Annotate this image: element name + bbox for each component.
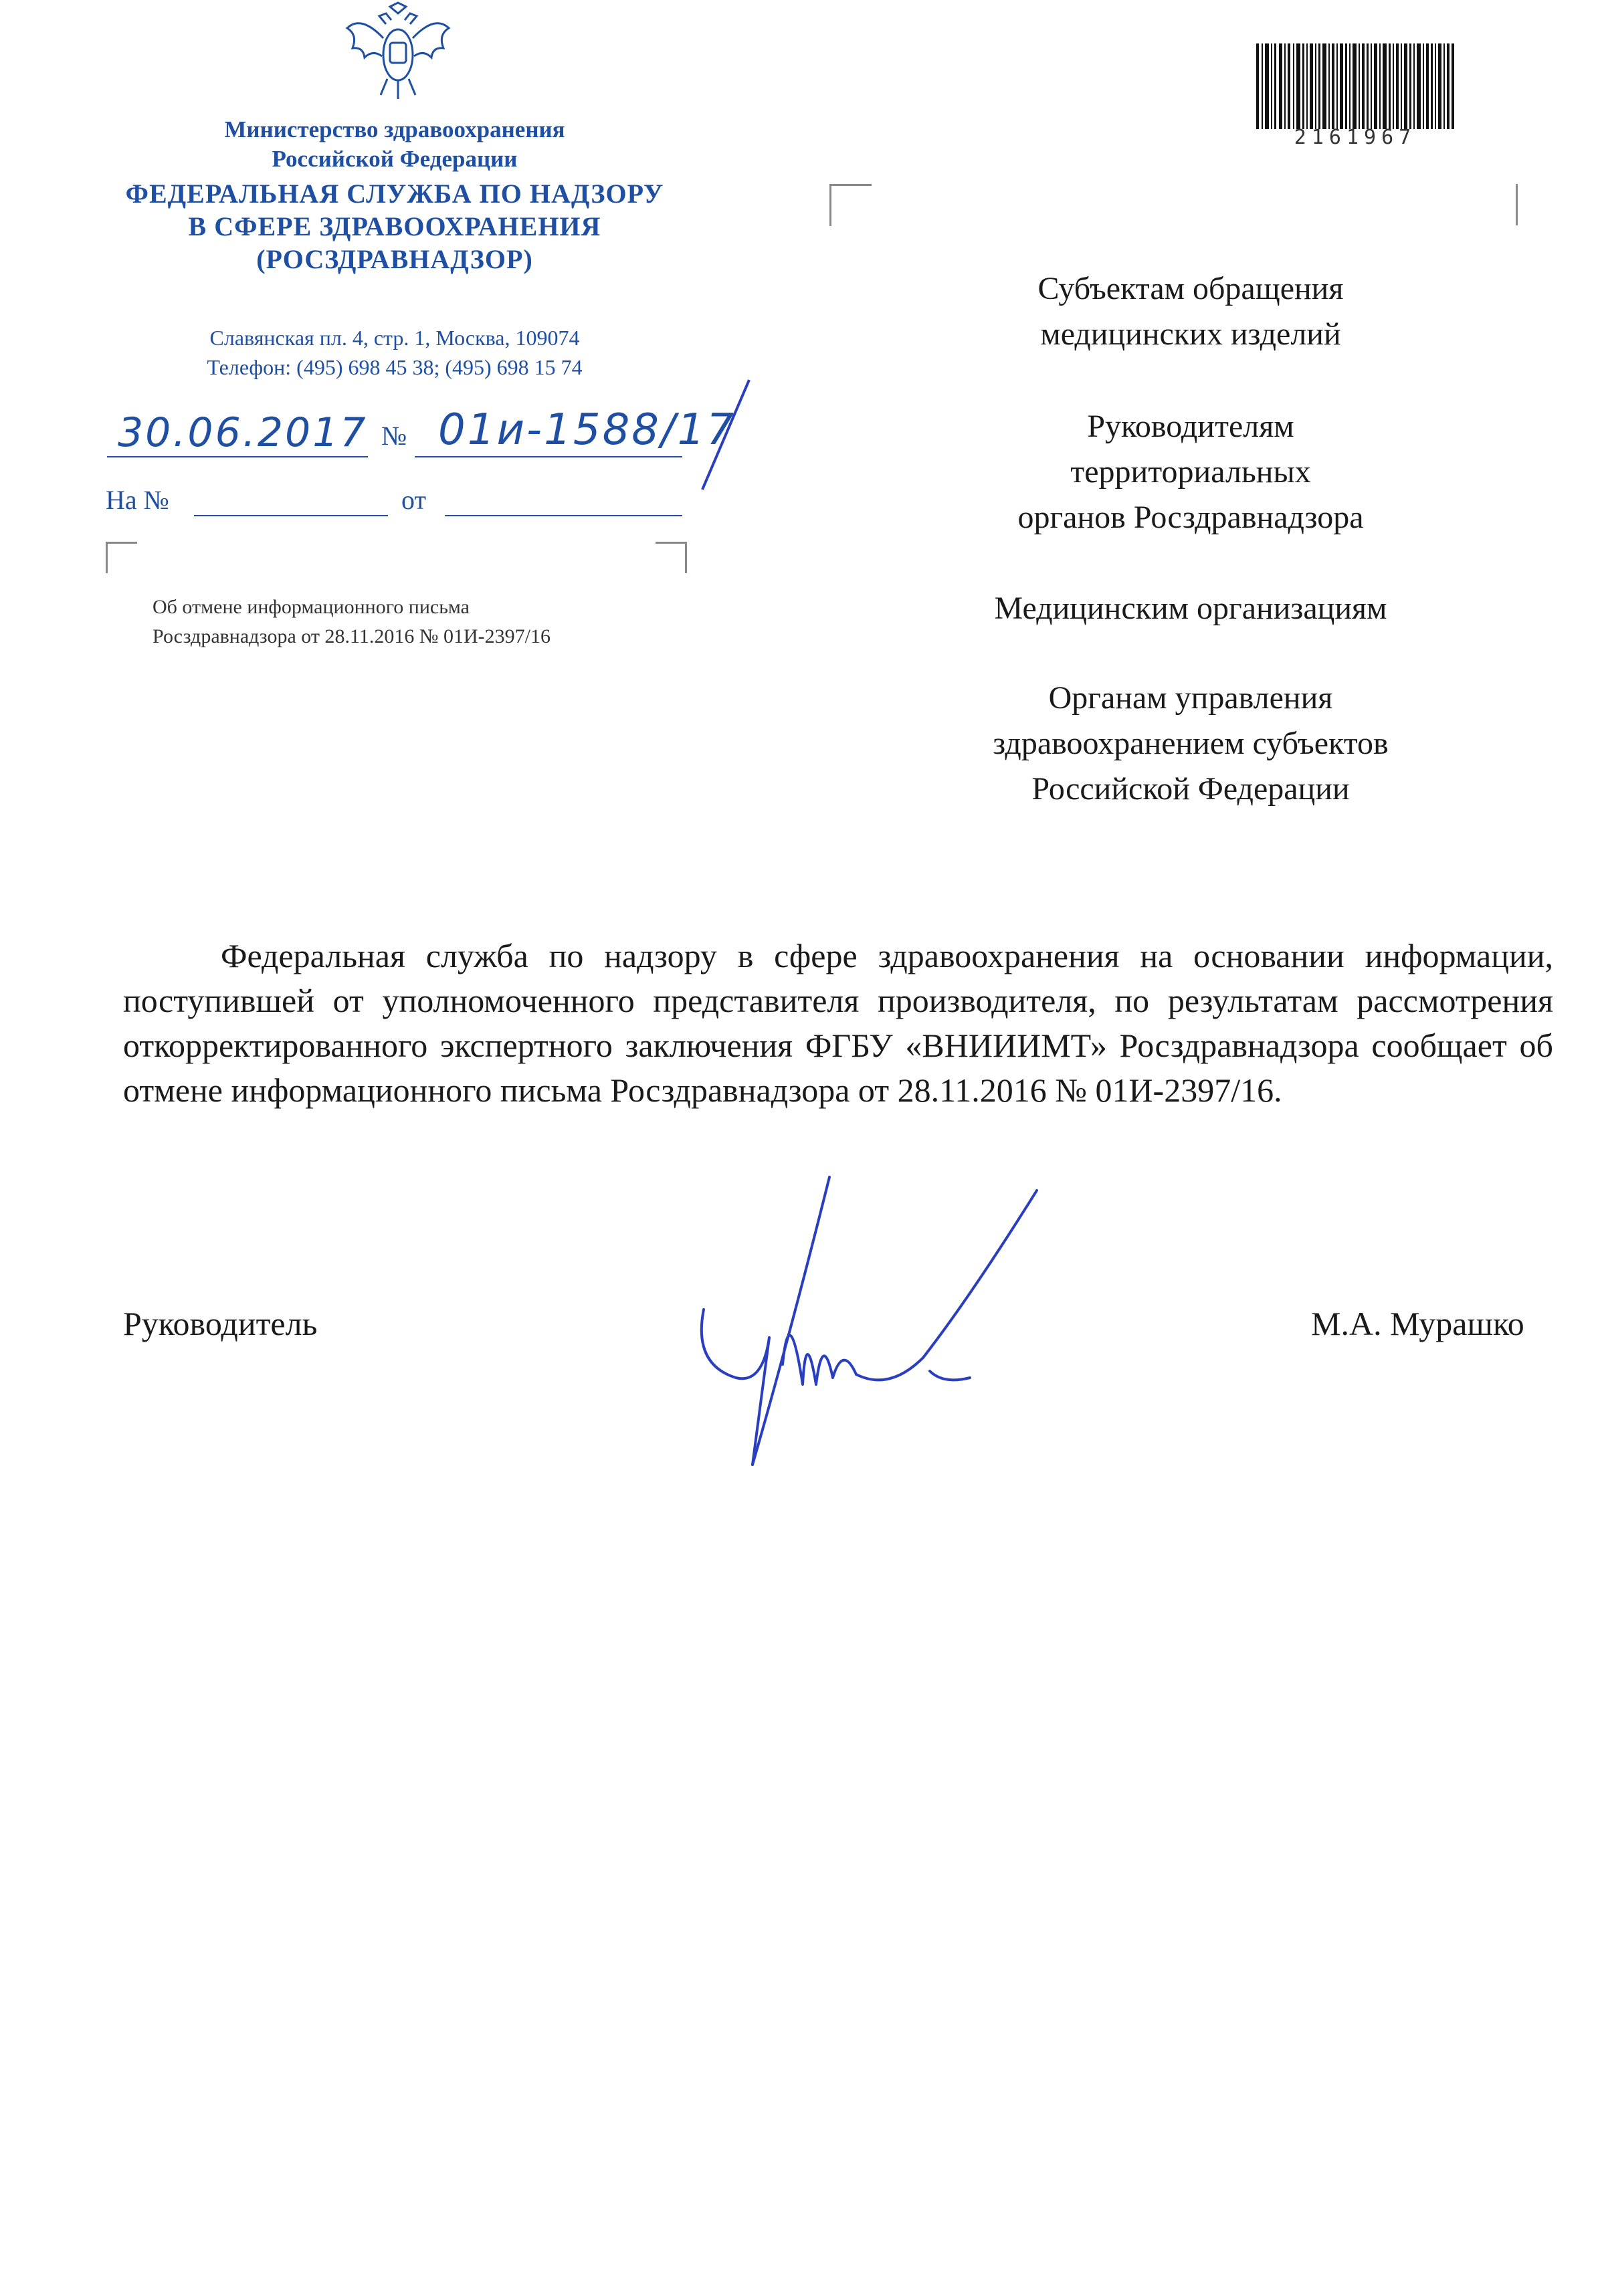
ministry-line-1: Министерство здравоохранения (224, 116, 565, 142)
signatory-role: Руководитель (123, 1305, 318, 1342)
addressee-bracket-left (829, 184, 872, 226)
addressee-4-line-2: здравоохранением субъектов (993, 726, 1389, 761)
ministry-name (161, 115, 629, 174)
subject-bracket-left (106, 542, 137, 573)
addressee-1-line-2: медицинских изделий (1040, 316, 1341, 352)
phone-line: Телефон: (495) 698 45 38; (495) 698 15 74 (207, 355, 583, 379)
service-name (100, 177, 689, 276)
service-line-3: (РОСЗДРАВНАДЗОР) (256, 244, 533, 274)
signatory-name: М.А. Мурашко (1311, 1305, 1524, 1342)
coat-of-arms-emblem (338, 1, 458, 102)
reply-to-underline (194, 515, 388, 516)
date-underline (107, 456, 368, 457)
addressee-1 (856, 266, 1525, 357)
addressee-4-line-1: Органам управления (1048, 680, 1333, 716)
number-underline (415, 456, 682, 457)
barcode-image (1255, 43, 1456, 129)
handwritten-signature (689, 1164, 1144, 1485)
addressee-2-line-1: Руководителям (1087, 409, 1294, 444)
addressee-3 (856, 586, 1525, 631)
subject-bracket-right (656, 542, 687, 573)
subject-text (153, 593, 755, 651)
reply-to-label: На № (106, 485, 169, 515)
addressee-4 (856, 675, 1525, 812)
number-sign: № (381, 421, 407, 451)
registration-date: 30.06.2017 (118, 409, 368, 456)
addressee-3-line-1: Медицинским организациям (994, 591, 1387, 626)
addressee-2-line-2: территориальных (1070, 454, 1311, 490)
number-slash-stroke (682, 375, 769, 495)
from-label: от (401, 485, 426, 515)
addressee-2 (856, 404, 1525, 540)
address-line: Славянская пл. 4, стр. 1, Москва, 109074 (209, 326, 580, 350)
addressee-4-line-3: Российской Федерации (1031, 771, 1350, 807)
letter-body: Федеральная служба по надзору в сфере здравоохранения на основании информации, поступившей от уполномоченного представителя производителя, по результатам рассмотрения откорректированного экспертного заключения ФГБУ «ВНИИИМТ» Росздравнадзора сообщает об отмене информационного письма Росздравнадзора от 28.11.2016 № 01И-2397/16. (123, 937, 1553, 1109)
registration-number: 01и-1588/17 (438, 405, 736, 455)
from-underline (445, 515, 682, 516)
subject-line-1: Об отмене информационного письма (153, 596, 470, 618)
addressee-bracket-right (1516, 184, 1518, 225)
service-line-1: ФЕДЕРАЛЬНАЯ СЛУЖБА ПО НАДЗОРУ (125, 179, 664, 209)
addressee-1-line-1: Субъектам обращения (1037, 271, 1344, 306)
addressee-2-line-3: органов Росздравнадзора (1017, 500, 1364, 535)
subject-line-2: Росздравнадзора от 28.11.2016 № 01И-2397/16 (153, 625, 551, 647)
service-line-2: В СФЕРЕ ЗДРАВООХРАНЕНИЯ (188, 211, 601, 241)
ministry-line-2: Российской Федерации (272, 146, 518, 172)
letterhead-address (120, 323, 669, 382)
barcode-number: 2161967 (1294, 126, 1417, 149)
